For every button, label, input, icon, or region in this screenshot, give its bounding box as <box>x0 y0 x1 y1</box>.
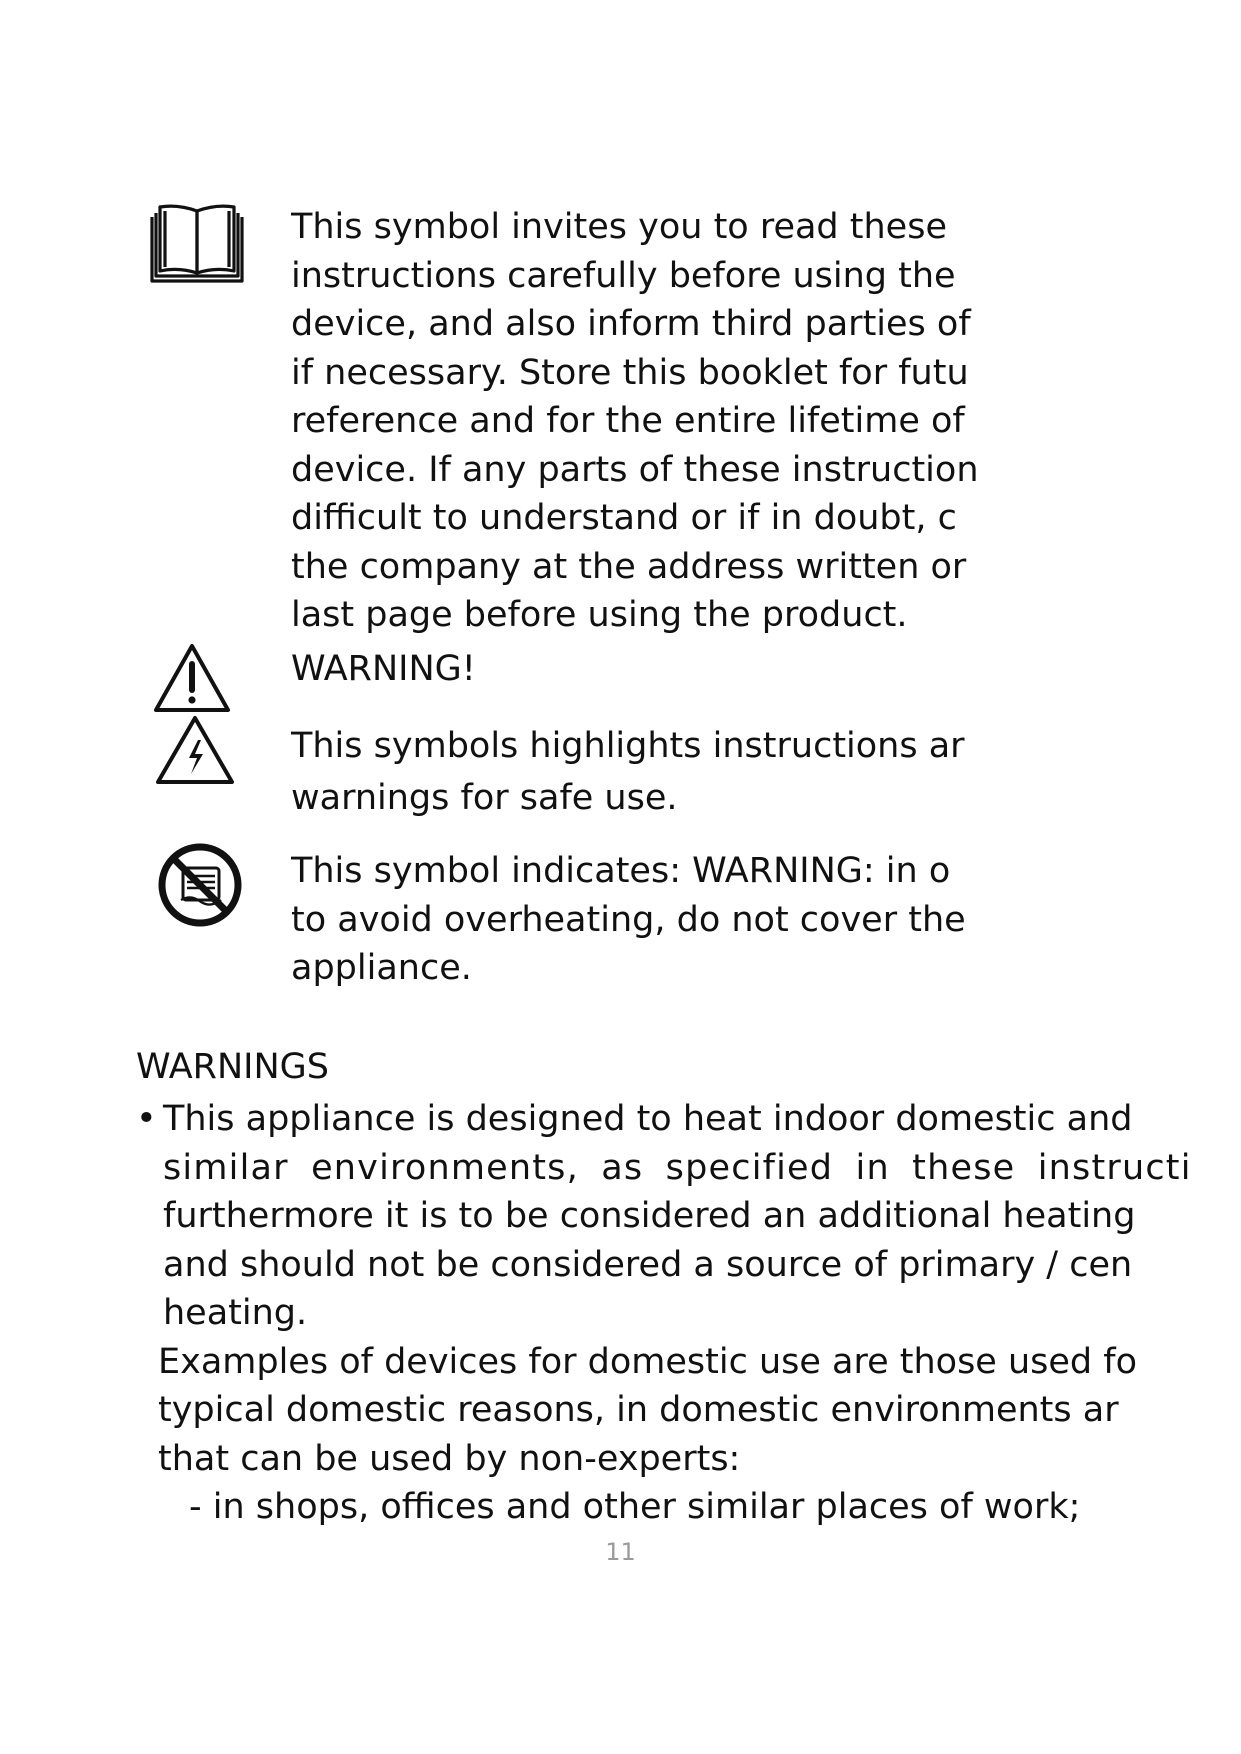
warning-label <box>291 645 1019 694</box>
electric-shock-icon <box>154 714 236 786</box>
text-line: typical domestic reasons, in domestic environments ar <box>158 1390 1119 1430</box>
text-line: This symbols highlights instructions ar <box>291 726 965 766</box>
text-line: appliance. <box>291 948 472 988</box>
bullet-item <box>136 1095 1206 1338</box>
text-line: similar environments, as specified in these instructi <box>163 1147 1192 1188</box>
text-line: if necessary. Store this booklet for futu <box>291 352 969 393</box>
warning-text <box>291 720 1019 824</box>
text-line: device, and also inform third parties of <box>291 304 971 344</box>
warning-triangle-icon <box>152 642 232 714</box>
bullet-dot: • <box>136 1099 157 1139</box>
text-line: and should not be considered a source of primary / cen <box>163 1244 1133 1285</box>
text-line: difficult to understand or if in doubt, c <box>291 498 957 538</box>
text-line: to avoid overheating, do not cover the <box>291 899 966 940</box>
do-not-cover-icon <box>157 842 243 928</box>
open-book-icon <box>150 203 244 285</box>
warnings-heading: WARNINGS <box>136 1047 329 1087</box>
examples-paragraph <box>136 1338 1206 1484</box>
text-line: Examples of devices for domestic use are those used fo <box>158 1341 1137 1382</box>
text-line: reference and for the entire lifetime of <box>291 401 965 441</box>
text-line: instructions carefully before using the <box>291 255 956 296</box>
page-number: 11 <box>605 1538 636 1566</box>
do-not-cover-text <box>291 847 1019 993</box>
text-line: furthermore it is to be considered an additional heating <box>163 1196 1136 1236</box>
text-line: heating. <box>163 1293 308 1333</box>
text-line: This appliance is designed to heat indoor domestic and <box>163 1099 1133 1139</box>
warning-label-text: WARNING! <box>291 649 476 689</box>
read-instructions-text <box>291 203 1019 640</box>
text-line: This symbol indicates: WARNING: in o <box>291 851 951 891</box>
warnings-list <box>136 1095 1206 1532</box>
text-line: This symbol invites you to read these <box>291 207 947 247</box>
text-line: that can be used by non-experts: <box>158 1438 741 1479</box>
text-line: the company at the address written or <box>291 546 967 587</box>
dash-list-item <box>136 1483 1206 1532</box>
text-line: device. If any parts of these instruction <box>291 449 979 490</box>
text-line: last page before using the product. <box>291 595 908 635</box>
text-line: warnings for safe use. <box>291 778 678 818</box>
text-line: - in shops, offices and other similar places of work; <box>189 1487 1081 1527</box>
